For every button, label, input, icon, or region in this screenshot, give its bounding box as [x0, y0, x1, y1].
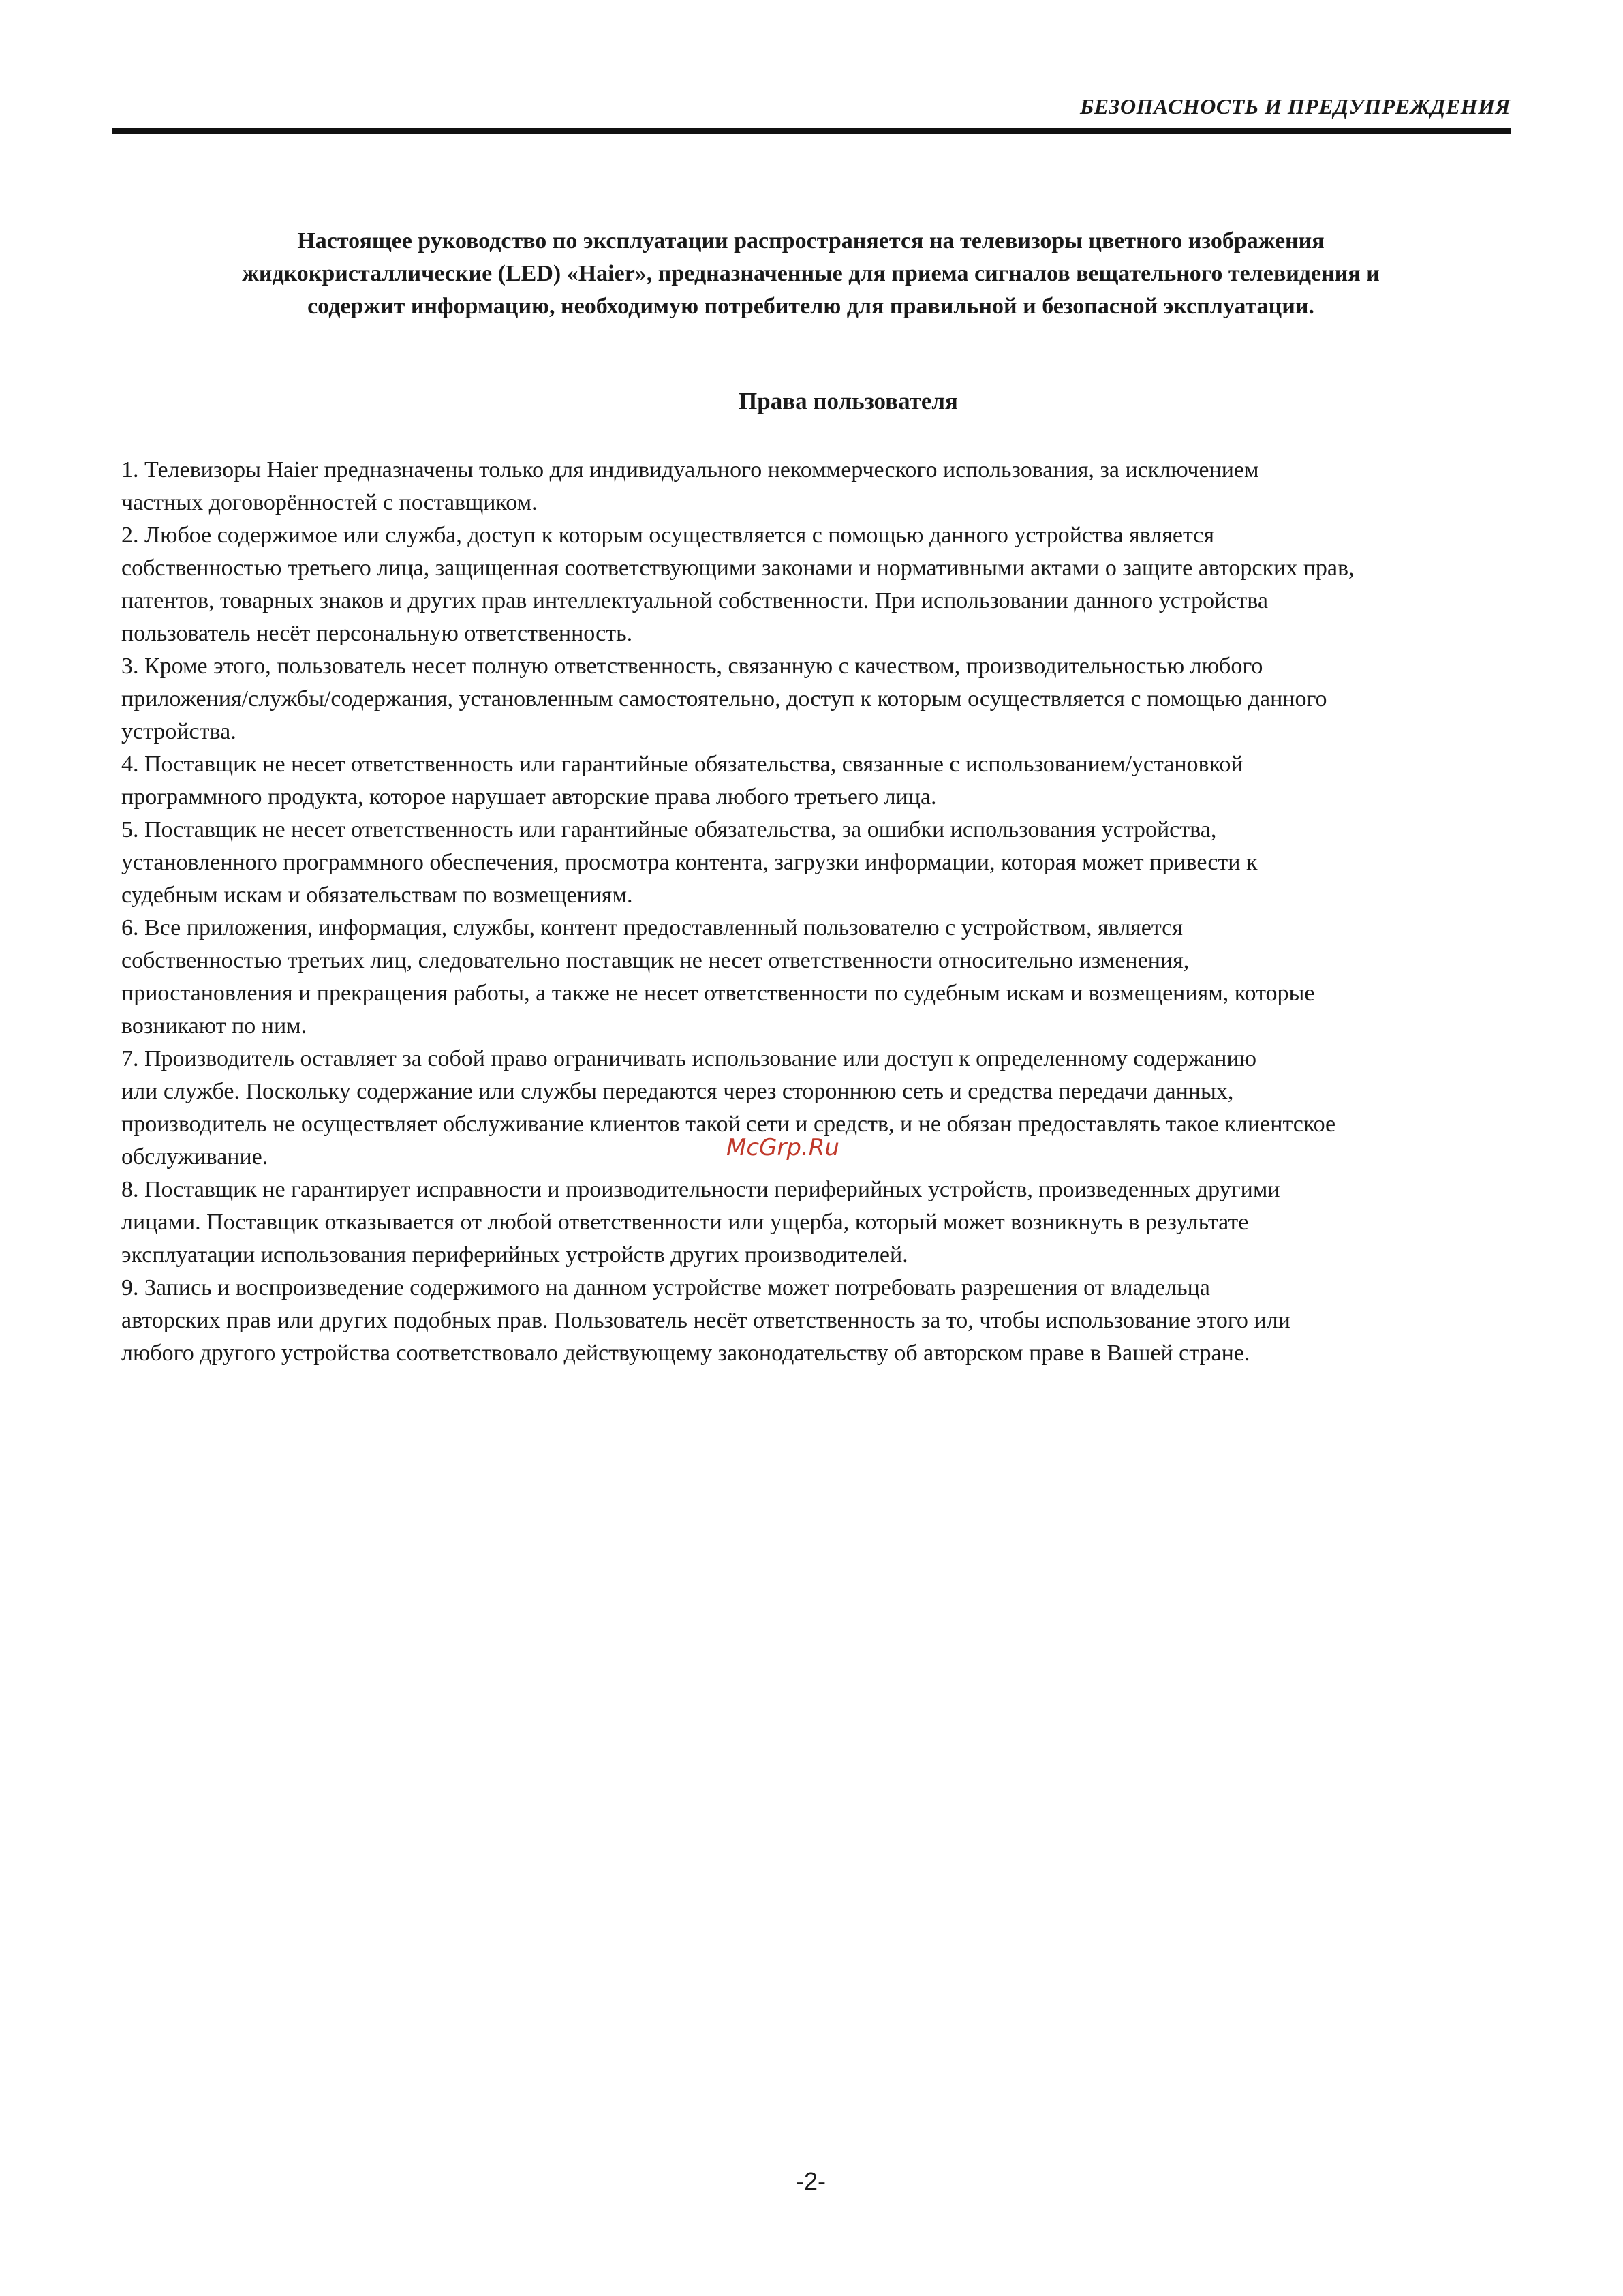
header-title: БЕЗОПАСНОСТЬ И ПРЕДУПРЕЖДЕНИЯ — [1079, 94, 1511, 119]
rights-line: лицами. Поставщик отказывается от любой ответственности или ущерба, который может возникнуть в результате — [121, 1210, 1249, 1235]
rights-line: 4. Поставщик не несет ответственность или гарантийные обязательства, связанные с использованием/установкой — [121, 752, 1243, 777]
intro-paragraph — [157, 225, 1465, 323]
page-number: -2- — [796, 2167, 826, 2195]
section-title: Права пользователя — [739, 388, 958, 414]
rights-line: судебным искам и обязательствам по возмещениям. — [121, 883, 633, 908]
rights-line: собственностью третьих лиц, следовательно поставщик не несет ответственности относительно изменения, — [121, 948, 1190, 973]
rights-line: 2. Любое содержимое или служба, доступ к которым осуществляется с помощью данного устройства является — [121, 523, 1214, 548]
rights-line: возникают по ним. — [121, 1013, 307, 1039]
rights-line: устройства. — [121, 719, 236, 744]
rights-line: установленного программного обеспечения, просмотра контента, загрузки информации, которая может привести к — [121, 850, 1258, 875]
rights-line: производитель не осуществляет обслуживание клиентов такой сети и средств, и не обязан предоставлять такое клиентское — [121, 1112, 1336, 1137]
watermark-text: McGrp.Ru — [726, 1134, 839, 1161]
rights-line: собственностью третьего лица, защищенная соответствующими законами и нормативными актами о защите авторских прав, — [121, 555, 1355, 581]
rights-line: 5. Поставщик не несет ответственность или гарантийные обязательства, за ошибки использования устройства, — [121, 817, 1217, 842]
rights-line: программного продукта, которое нарушает авторские права любого третьего лица. — [121, 784, 937, 810]
intro-line: Настоящее руководство по эксплуатации распространяется на телевизоры цветного изображения — [297, 228, 1325, 254]
intro-line: содержит информацию, необходимую потребителю для правильной и безопасной эксплуатации. — [307, 294, 1314, 319]
rights-line: 9. Запись и воспроизведение содержимого на данном устройстве может потребовать разрешения от владельца — [121, 1275, 1210, 1300]
rights-line: 7. Производитель оставляет за собой право ограничивать использование или доступ к определенному содержанию — [121, 1046, 1257, 1071]
rights-line: обслуживание. — [121, 1144, 268, 1169]
rights-line: эксплуатации использования периферийных устройств других производителей. — [121, 1242, 908, 1268]
rights-line: любого другого устройства соответствовало действующему законодательству об авторском праве в Вашей стране. — [121, 1341, 1250, 1366]
rights-line: пользователь несёт персональную ответственность. — [121, 621, 633, 646]
rights-line: патентов, товарных знаков и других прав интеллектуальной собственности. При использовании данного устройства — [121, 588, 1268, 613]
rights-line: 3. Кроме этого, пользователь несет полную ответственность, связанную с качеством, производительностью любого — [121, 654, 1263, 679]
page-header — [112, 94, 1511, 134]
rights-line: частных договорённостей с поставщиком. — [121, 490, 538, 515]
rights-line: приостановления и прекращения работы, а также не несет ответственности по судебным искам и возмещениям, которые — [121, 981, 1315, 1006]
intro-line: жидкокристаллические (LED) «Haier», предназначенные для приема сигналов вещательного телевидения и — [242, 261, 1380, 286]
rights-line: 1. Телевизоры Haier предназначены только для индивидуального некоммерческого использования, за исключением — [121, 457, 1259, 483]
header-rule — [112, 128, 1511, 134]
rights-line: авторских прав или других подобных прав. Пользователь несёт ответственность за то, чтобы использование этого или — [121, 1308, 1290, 1333]
rights-line: 8. Поставщик не гарантирует исправности и производительности периферийных устройств, произведенных другими — [121, 1177, 1280, 1202]
rights-line: приложения/службы/содержания, установленным самостоятельно, доступ к которым осуществляется с помощью данного — [121, 686, 1327, 711]
rights-line: 6. Все приложения, информация, службы, контент предоставленный пользователю с устройством, является — [121, 915, 1183, 940]
rights-list — [121, 454, 1586, 1370]
rights-line: или службе. Поскольку содержание или службы передаются через стороннюю сеть и средства передачи данных, — [121, 1079, 1234, 1104]
